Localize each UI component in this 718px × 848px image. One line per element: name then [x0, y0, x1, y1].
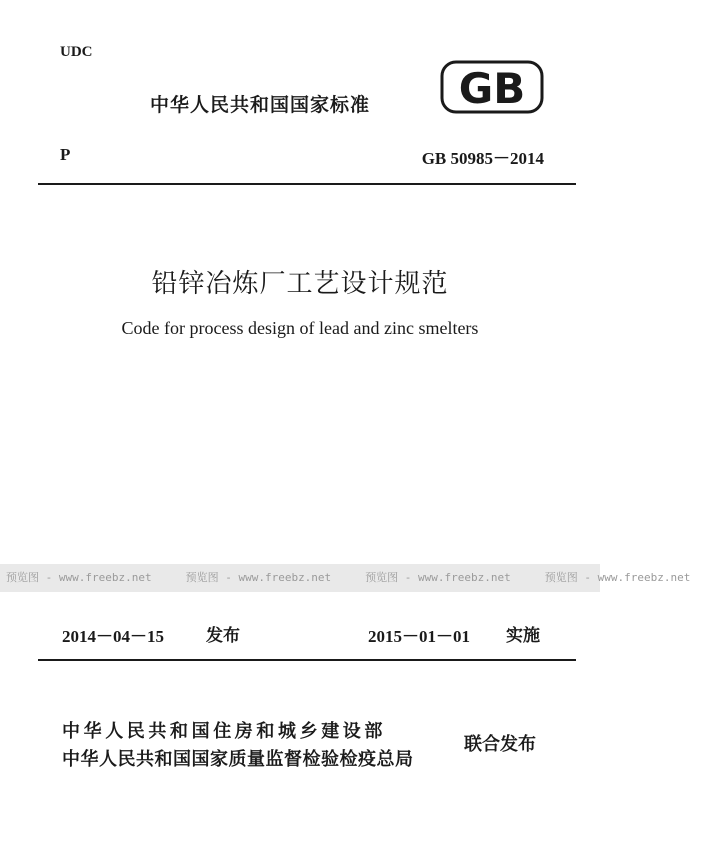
joint-release-label: 联合发布	[464, 734, 536, 755]
publisher-administration: 中华人民共和国国家质量监督检验检疫总局	[62, 749, 414, 770]
top-divider	[38, 183, 576, 185]
gb-logo	[440, 60, 544, 114]
publisher-ministry: 中华人民共和国住房和城乡建设部	[62, 721, 386, 742]
issue-date: 2014－04－15	[62, 627, 164, 646]
watermark-text: 预览图 - www.freebz.net	[544, 571, 691, 584]
document-title-english: Code for process design of lead and zinc smelters	[121, 318, 479, 338]
gb-logo-text: GB	[458, 64, 526, 113]
udc-label: UDC	[60, 44, 93, 60]
watermark-text: 预览图 - www.freebz.net	[185, 571, 332, 584]
effective-date: 2015－01－01	[368, 627, 470, 646]
watermark-text: 预览图 - www.freebz.net	[6, 571, 152, 584]
standard-number: GB 50985－2014	[421, 149, 544, 168]
classification-code: P	[60, 145, 71, 164]
bottom-divider	[38, 659, 576, 661]
issue-label: 发布	[206, 626, 240, 646]
watermark-text: 预览图 - www.freebz.net	[365, 571, 511, 584]
document-title-chinese: 铅锌冶炼厂工艺设计规范	[151, 269, 449, 299]
effective-label: 实施	[506, 626, 540, 646]
watermark-banner	[0, 564, 691, 592]
national-standard-title: 中华人民共和国国家标准	[150, 94, 371, 116]
